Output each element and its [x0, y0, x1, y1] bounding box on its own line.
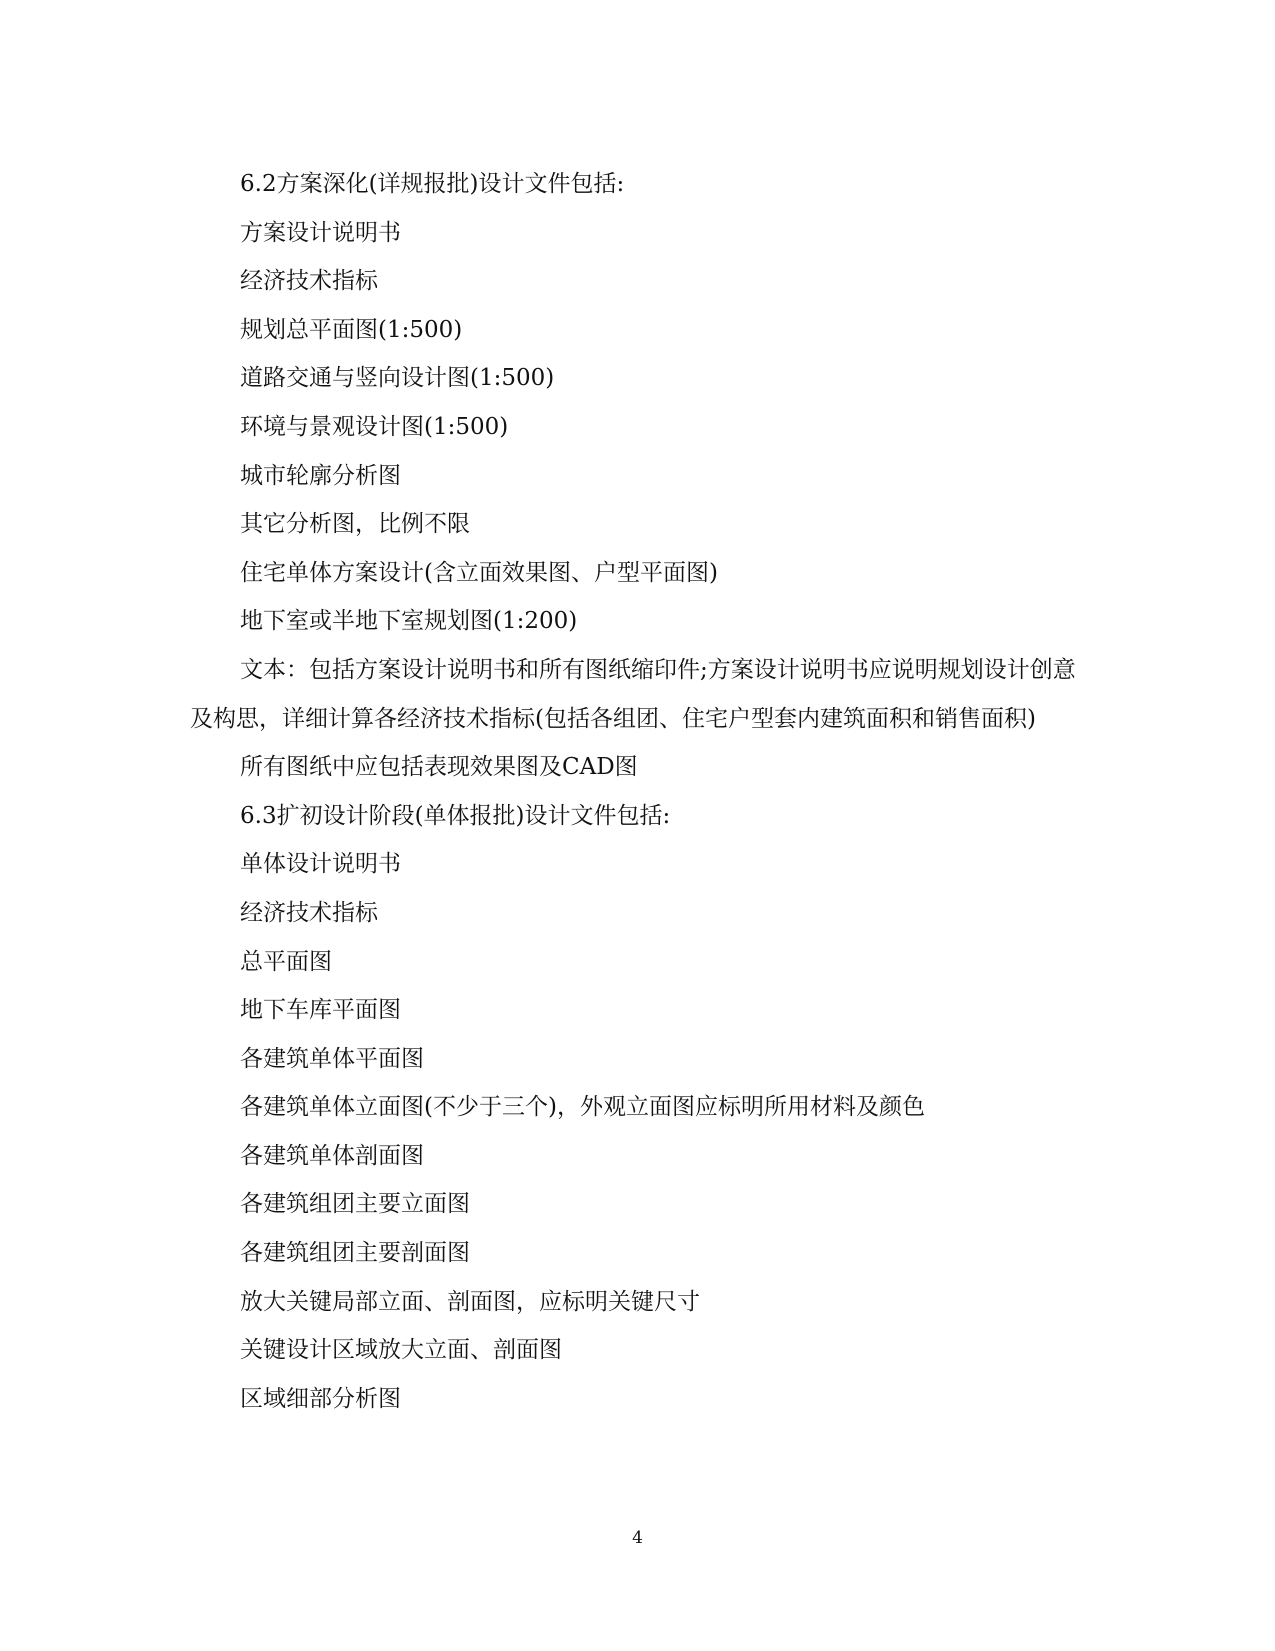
section-heading-6-3: 6.3扩初设计阶段(单体报批)设计文件包括: — [240, 802, 671, 829]
document-body — [190, 160, 1080, 1423]
list-item: 各建筑单体平面图 — [240, 1045, 424, 1072]
list-item: 地下车库平面图 — [240, 997, 401, 1024]
page-number: 4 — [632, 1528, 643, 1548]
list-item: 各建筑组团主要立面图 — [240, 1191, 470, 1218]
list-item: 经济技术指标 — [240, 899, 378, 926]
list-item: 区域细部分析图 — [240, 1385, 401, 1412]
list-item: 地下室或半地下室规划图(1:200) — [240, 608, 578, 635]
list-item: 各建筑组团主要剖面图 — [240, 1240, 470, 1267]
list-item: 各建筑单体立面图(不少于三个)，外观立面图应标明所用材料及颜色 — [240, 1094, 925, 1121]
list-item: 各建筑单体剖面图 — [240, 1142, 424, 1169]
list-item: 环境与景观设计图(1:500) — [240, 413, 509, 440]
list-item: 总平面图 — [240, 948, 332, 975]
list-item: 所有图纸中应包括表现效果图及CAD图 — [240, 754, 638, 781]
list-item: 城市轮廓分析图 — [240, 462, 401, 489]
list-item: 道路交通与竖向设计图(1:500) — [240, 365, 555, 392]
list-item: 规划总平面图(1:500) — [240, 316, 463, 343]
list-item: 其它分析图，比例不限 — [240, 511, 470, 538]
text-requirements-paragraph: 文本：包括方案设计说明书和所有图纸缩印件;方案设计说明书应说明规划设计创意及构思，详细计算各经济技术指标(包括各组团、住宅户型套内建筑面积和销售面积) — [190, 656, 1076, 732]
section-heading-6-2: 6.2方案深化(详规报批)设计文件包括: — [240, 171, 625, 197]
list-item: 关键设计区域放大立面、剖面图 — [240, 1337, 562, 1364]
list-item: 单体设计说明书 — [240, 851, 401, 878]
list-item: 住宅单体方案设计(含立面效果图、户型平面图) — [240, 559, 718, 586]
list-item: 经济技术指标 — [240, 268, 378, 295]
list-item: 放大关键局部立面、剖面图，应标明关键尺寸 — [240, 1288, 700, 1315]
list-item: 方案设计说明书 — [240, 219, 401, 246]
